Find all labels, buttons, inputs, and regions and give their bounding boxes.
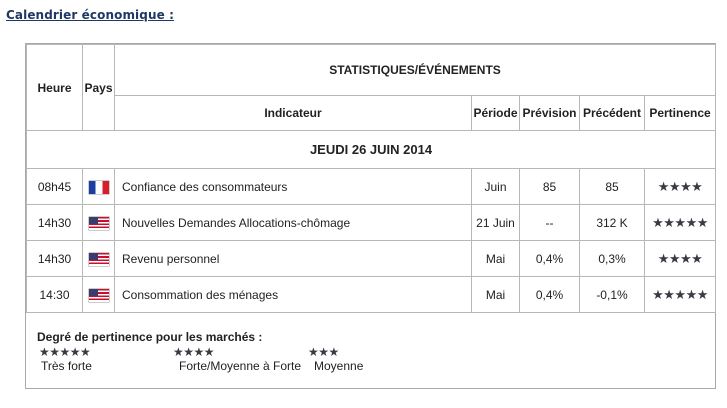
row-heure: 14:30 bbox=[27, 277, 83, 313]
table-row bbox=[27, 205, 716, 241]
legend-stars: ★★★★★ bbox=[39, 345, 91, 359]
header-precedent: Précédent bbox=[580, 96, 645, 131]
legend-label: Forte/Moyenne à Forte bbox=[179, 359, 302, 373]
calendar-table bbox=[26, 44, 716, 313]
row-indicateur: Consommation des ménages bbox=[115, 277, 472, 313]
row-precedent: -0,1% bbox=[580, 277, 645, 313]
date-row: JEUDI 26 JUIN 2014 bbox=[27, 131, 716, 169]
row-precedent: 0,3% bbox=[580, 241, 645, 277]
legend-item-forte bbox=[173, 346, 301, 373]
header-periode: Période bbox=[472, 96, 520, 131]
header-heure: Heure bbox=[27, 45, 83, 131]
row-heure: 14h30 bbox=[27, 205, 83, 241]
row-heure: 08h45 bbox=[27, 169, 83, 205]
pertinence-stars: ★★★★★ bbox=[652, 214, 708, 230]
row-prevision: 0,4% bbox=[520, 241, 580, 277]
row-heure: 14h30 bbox=[27, 241, 83, 277]
header-indicateur: Indicateur bbox=[115, 96, 472, 131]
header-group: STATISTIQUES/ÉVÉNEMENTS bbox=[115, 45, 716, 96]
legend-stars: ★★★ bbox=[308, 345, 339, 359]
table-row bbox=[27, 241, 716, 277]
row-periode: Mai bbox=[472, 241, 520, 277]
legend-label: Très forte bbox=[41, 359, 92, 373]
pertinence-stars: ★★★★ bbox=[657, 250, 703, 266]
usa-flag-icon bbox=[89, 289, 109, 302]
legend-stars: ★★★★ bbox=[173, 345, 215, 359]
page-title: Calendrier économique : bbox=[6, 8, 175, 22]
row-precedent: 85 bbox=[580, 169, 645, 205]
row-indicateur: Nouvelles Demandes Allocations-chômage bbox=[115, 205, 472, 241]
usa-flag-icon bbox=[89, 253, 109, 266]
header-pertinence: Pertinence bbox=[645, 96, 716, 131]
row-indicateur: Revenu personnel bbox=[115, 241, 472, 277]
table-row bbox=[27, 277, 716, 313]
legend-title: Degré de pertinence pour les marchés : bbox=[37, 330, 263, 344]
row-indicateur: Confiance des consommateurs bbox=[115, 169, 472, 205]
header-pays: Pays bbox=[83, 45, 115, 131]
legend-label: Moyenne bbox=[314, 359, 364, 373]
row-prevision: 85 bbox=[520, 169, 580, 205]
calendar-box bbox=[25, 43, 716, 389]
row-periode: Juin bbox=[472, 169, 520, 205]
france-flag-icon bbox=[89, 181, 109, 194]
row-periode: 21 Juin bbox=[472, 205, 520, 241]
row-periode: Mai bbox=[472, 277, 520, 313]
table-row bbox=[27, 169, 716, 205]
usa-flag-icon bbox=[89, 217, 109, 230]
pertinence-stars: ★★★★ bbox=[657, 178, 703, 194]
pertinence-stars: ★★★★★ bbox=[652, 286, 708, 302]
row-precedent: 312 K bbox=[580, 205, 645, 241]
row-prevision: -- bbox=[520, 205, 580, 241]
legend-item-tres-forte bbox=[39, 346, 92, 373]
row-prevision: 0,4% bbox=[520, 277, 580, 313]
legend-item-moyenne bbox=[308, 346, 363, 373]
header-prevision: Prévision bbox=[520, 96, 580, 131]
